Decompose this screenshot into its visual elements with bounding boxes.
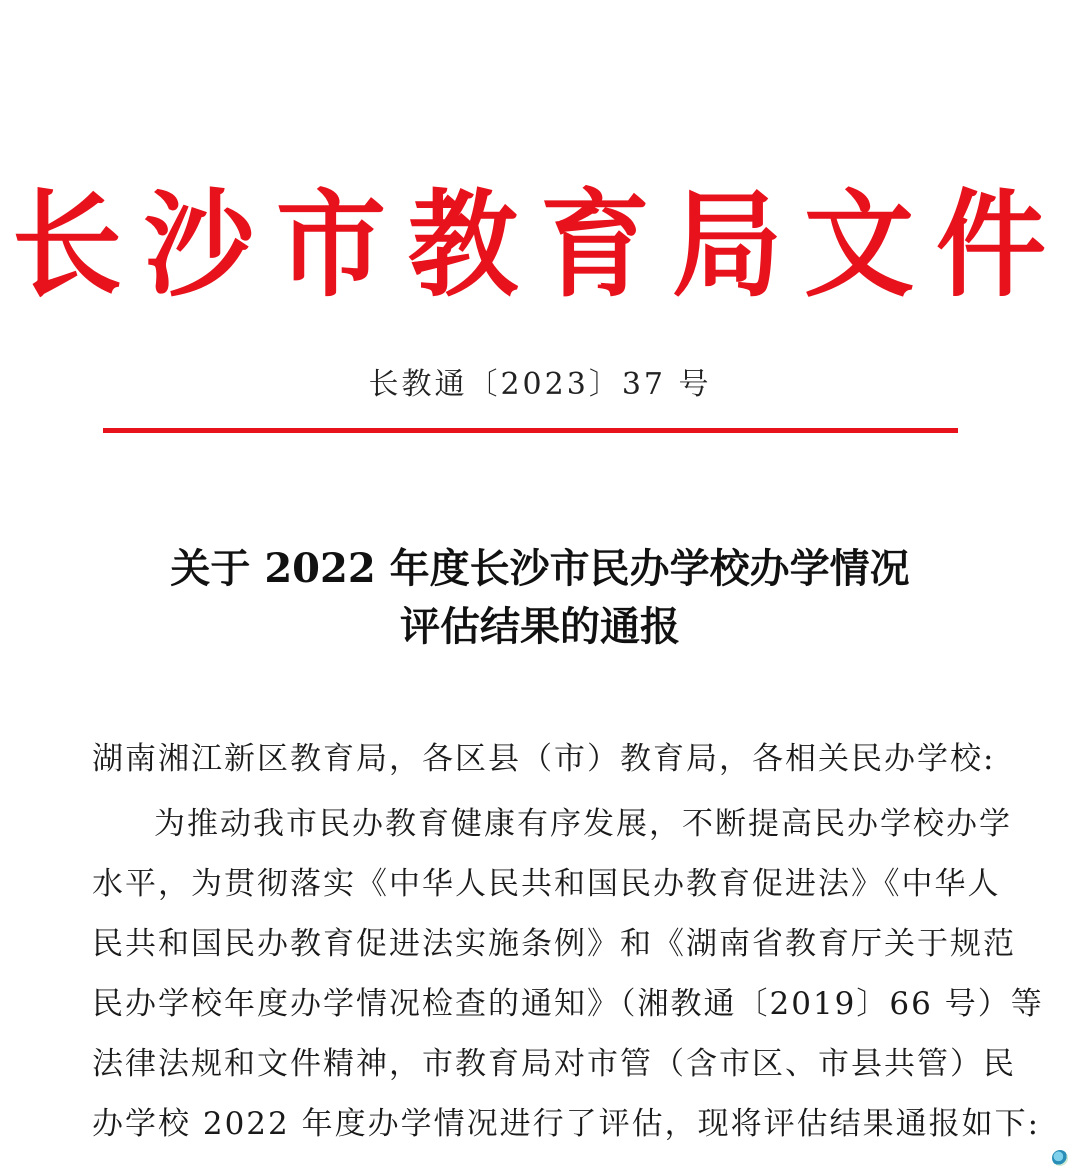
red-divider-line: [103, 428, 958, 433]
issuer-red-header: 长沙市教育局文件: [12, 177, 1068, 313]
body-line: 办学校 2022 年度办学情况进行了评估，现将评估结果通报如下:: [92, 1106, 1041, 1142]
notice-title-line-2: 评估结果的通报: [400, 603, 680, 650]
body-line: 水平，为贯彻落实《中华人民共和国民办教育促进法》《中华人: [92, 866, 1001, 902]
notice-title-line-1: 关于 2022 年度长沙市民办学校办学情况: [170, 545, 910, 592]
document-number: 长教通〔2023〕37 号: [368, 367, 712, 402]
addressee-line: 湖南湘江新区教育局，各区县（市）教育局，各相关民办学校:: [92, 741, 996, 777]
watermark-logo-icon: [1052, 1150, 1068, 1166]
body-paragraph: [92, 794, 1044, 1154]
body-line: 法律法规和文件精神，市教育局对市管（含市区、市县共管）民: [92, 1046, 1016, 1082]
body-line: 为推动我市民办教育健康有序发展，不断提高民办学校办学: [154, 806, 1012, 842]
notice-title: [0, 540, 1080, 656]
body-line: 民共和国民办教育促进法实施条例》和《湖南省教育厅关于规范: [92, 926, 1016, 962]
body-line: 民办学校年度办学情况检查的通知》（湘教通〔2019〕66 号）等: [92, 986, 1044, 1022]
